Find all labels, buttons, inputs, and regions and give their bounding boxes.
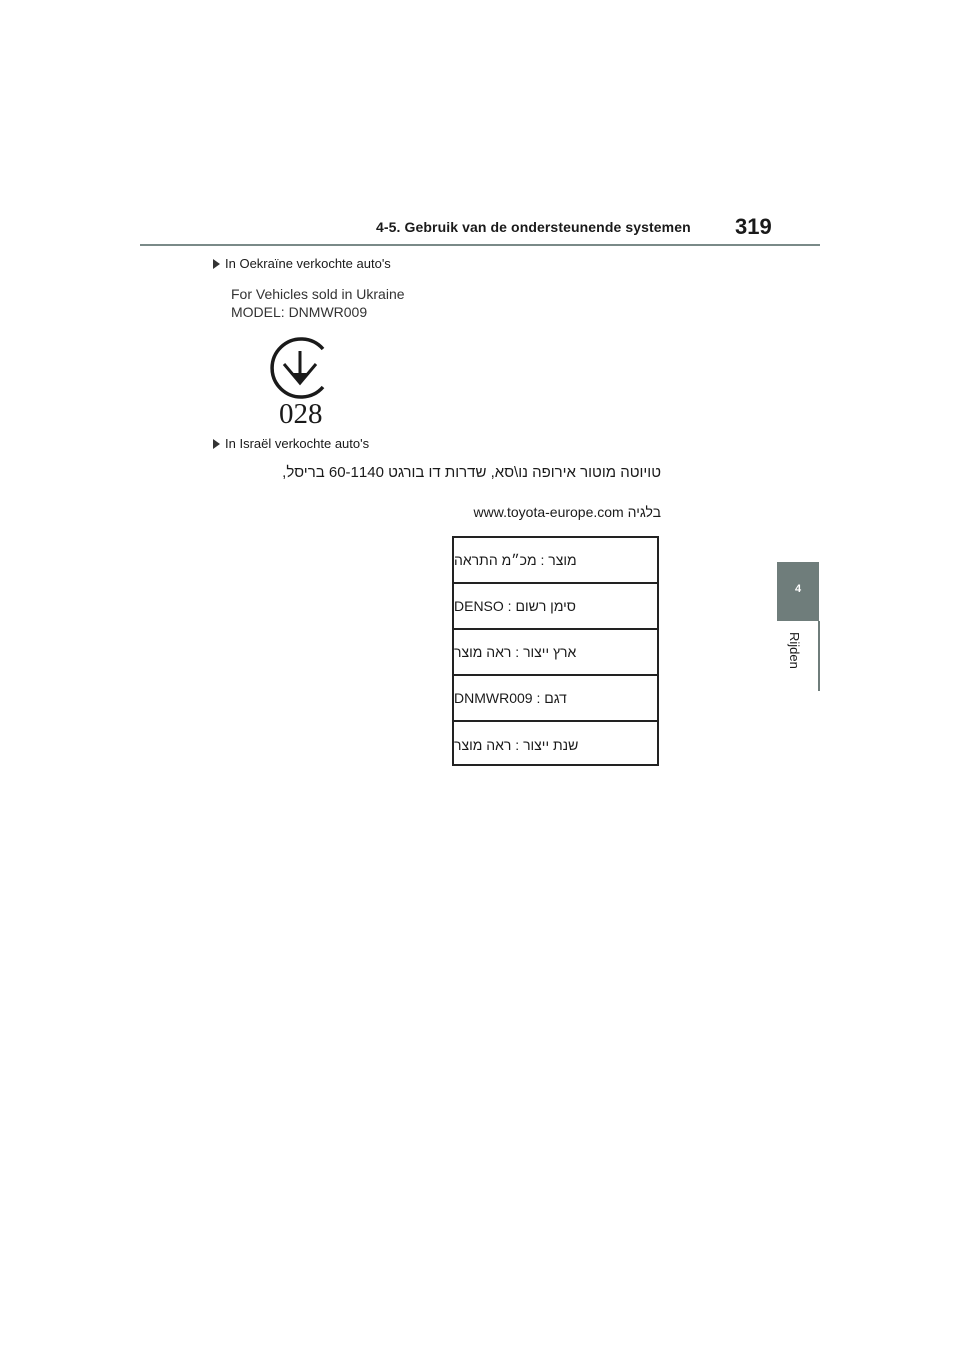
page-number: 319 — [735, 214, 772, 239]
bullet-israel-text: In Israël verkochte auto's — [225, 436, 370, 451]
chapter-number: 4 — [794, 583, 802, 595]
bullet-ukraine — [213, 256, 391, 271]
bullet-ukraine-text: In Oekraïne verkochte auto's — [225, 256, 391, 271]
israel-website-line: www.toyota-europe.com בלגיה — [473, 504, 661, 520]
israel-label-table — [452, 536, 659, 766]
chapter-label: Rijden — [787, 632, 802, 669]
ukraine-label — [231, 285, 405, 321]
header-divider — [140, 244, 820, 246]
ukraine-label-line-2: MODEL: DNMWR009 — [231, 304, 368, 320]
ukraine-label-line-1: For Vehicles sold in Ukraine — [231, 286, 405, 302]
bullet-israel — [213, 436, 369, 451]
table-row: שנת ייצור : ראה מוצר — [454, 737, 579, 753]
ukrainian-certification-mark-icon — [265, 337, 335, 399]
table-row: ארץ ייצור : ראה מוצר — [454, 630, 657, 676]
table-row: מוצר : מכ״מ התראה — [454, 538, 657, 584]
triangle-bullet-icon — [213, 439, 220, 449]
ukraine-mark-number: 028 — [279, 398, 323, 430]
triangle-bullet-icon — [213, 259, 220, 269]
table-row: דגם : DNMWR009 — [454, 676, 657, 722]
section-title: 4-5. Gebruik van de ondersteunende systemen — [376, 219, 691, 235]
israel-address-line: טויוטה מוטור אירופה נו\סא, שדרות דו בורגט 60-1140 בריסל, — [282, 464, 661, 481]
chapter-label-wrap — [772, 628, 824, 688]
table-row: סימן רשום : DENSO — [454, 584, 657, 630]
